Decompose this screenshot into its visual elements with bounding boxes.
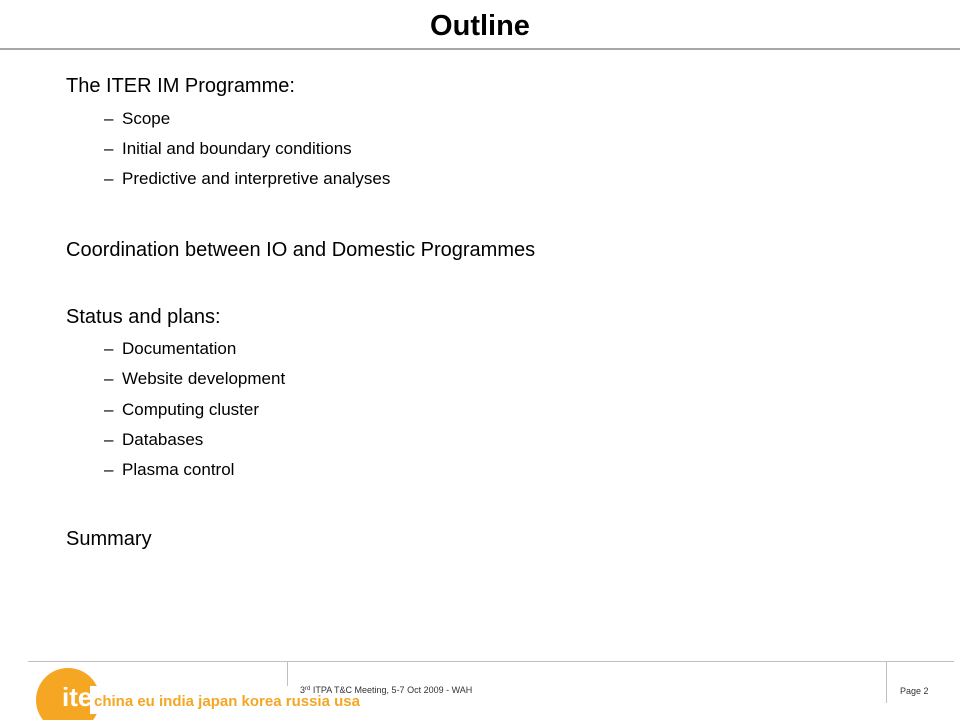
bullet-dash: – [104,400,114,419]
bullet-dash: – [104,339,114,358]
outline-item-scope [104,109,170,129]
outline-item-databases [104,430,203,450]
meeting-number: 3 [300,685,306,695]
footer-separator-right [886,661,887,703]
outline-heading-coordination: Coordination between IO and Domestic Programmes [66,239,536,261]
outline-item-predictive-interpretive [104,169,390,189]
outline-item-label: Predictive and interpretive analyses [122,169,391,188]
outline-item-label: Databases [122,430,204,449]
outline-item-label: Documentation [122,339,237,358]
outline-item-label: Website development [122,369,286,388]
bullet-dash: – [104,109,114,128]
outline-item-label: Initial and boundary conditions [122,139,352,158]
outline-heading-status-plans: Status and plans: [66,306,221,328]
bullet-dash: – [104,369,114,388]
outline-item-documentation [104,339,236,359]
outline-item-label: Computing cluster [122,400,260,419]
meeting-reference [300,684,472,696]
outline-item-initial-boundary-conditions [104,139,352,159]
outline-item-label: Scope [122,109,171,128]
footer-divider [28,661,954,662]
outline-item-plasma-control [104,460,234,480]
outline-item-label: Plasma control [122,460,235,479]
iter-logo-wordmark: iter [62,682,103,712]
iter-partners-text: china eu india japan korea russia usa [94,693,360,710]
page-number: Page 2 [900,686,929,696]
bullet-dash: – [104,460,114,479]
meeting-text: ITPA T&C Meeting, 5-7 Oct 2009 - WAH [310,685,473,695]
bullet-dash: – [104,169,114,188]
outline-item-computing-cluster [104,400,259,420]
bullet-dash: – [104,430,114,449]
meeting-ordinal: rd [305,686,311,692]
bullet-dash: – [104,139,114,158]
outline-heading-iter-im-programme: The ITER IM Programme: [66,75,295,97]
outline-item-website-development [104,369,285,389]
slide-title: Outline [430,10,530,42]
outline-heading-summary: Summary [66,528,152,550]
